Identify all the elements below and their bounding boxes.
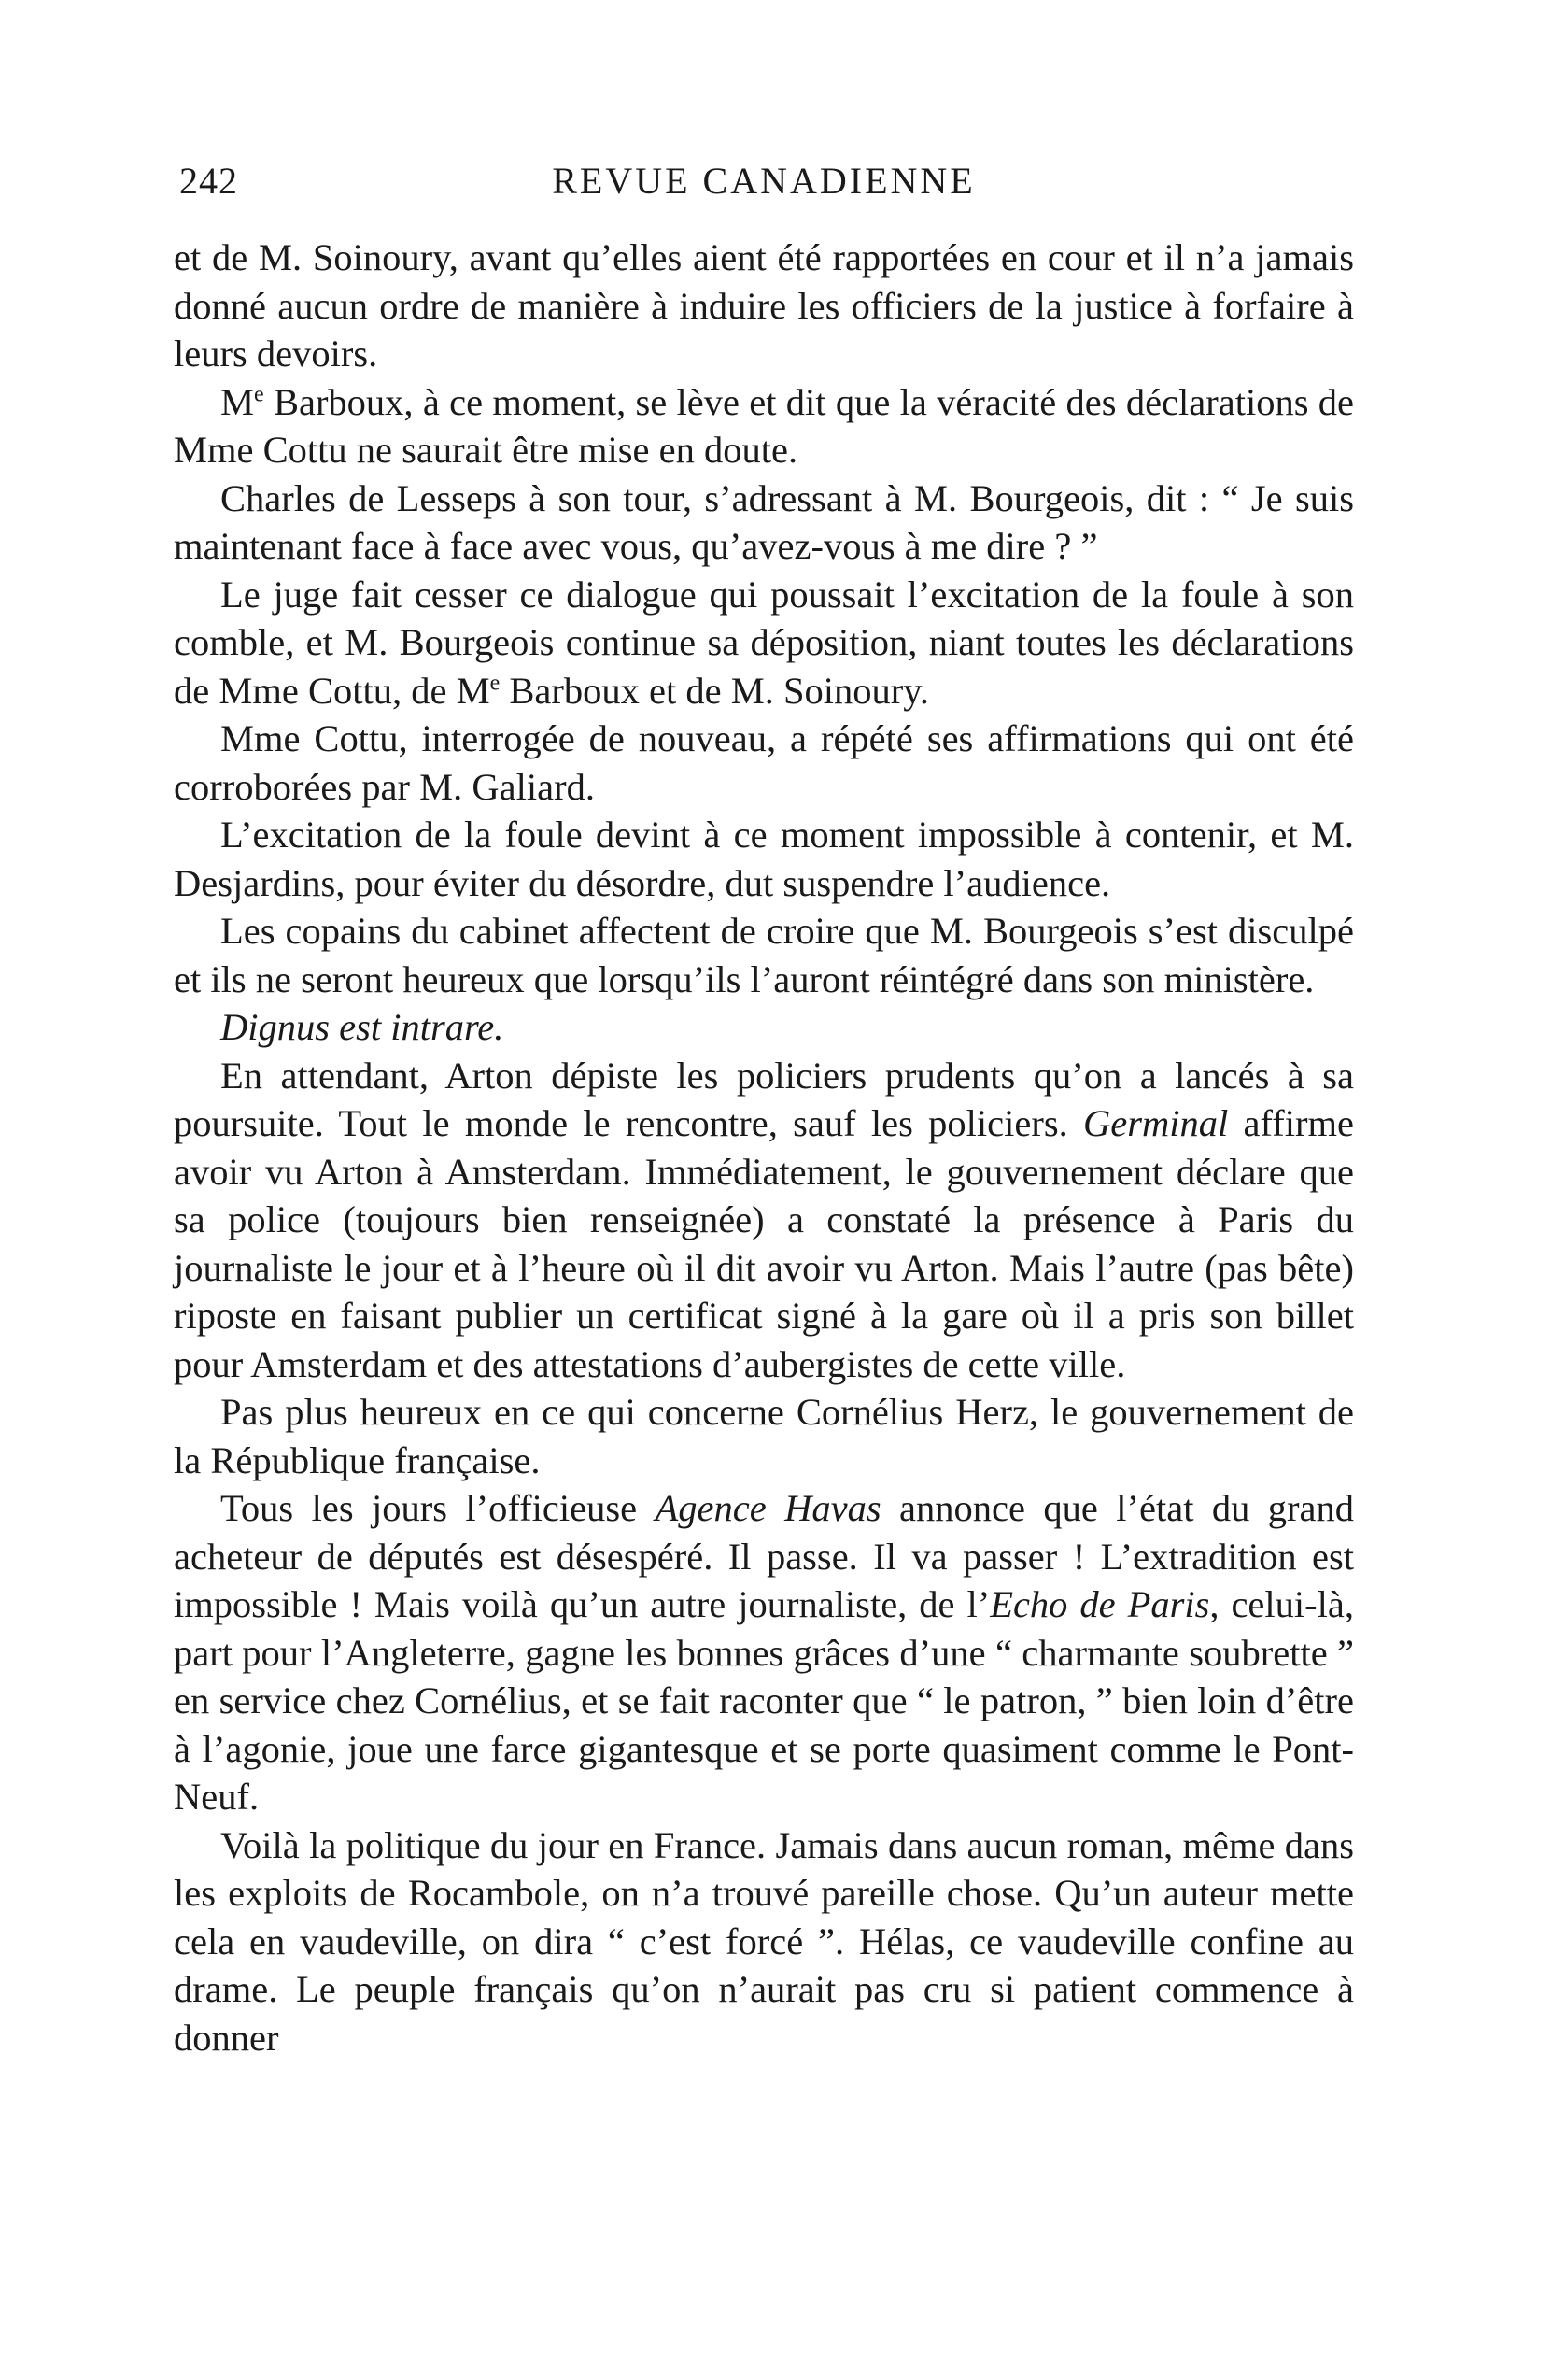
- superscript: e: [489, 671, 501, 695]
- paragraph: [174, 907, 1354, 1003]
- italic-text-run: Echo de Paris: [990, 1583, 1210, 1625]
- paragraph: [174, 571, 1354, 715]
- paragraph: [174, 475, 1354, 571]
- text-run: En attendant, Arton dépiste les policiers prudents qu’on a lancés à sa poursuite. Tout le monde le rencontre, sauf les policiers.: [174, 1054, 1354, 1144]
- paragraph: [174, 1052, 1354, 1389]
- superscript: e: [254, 382, 264, 406]
- text-run: Pas plus heureux en ce qui concerne Cornélius Herz, le gouvernement de la République française.: [174, 1391, 1354, 1481]
- italic-text-run: Germinal: [1083, 1102, 1229, 1144]
- text-run: annonce que l’état du grand acheteur de députés est désespéré. Il passe. Il va passer ! L’extradition est impossible ! Mais voilà qu’un autre journaliste, de l’: [174, 1487, 1354, 1625]
- paragraph: [174, 234, 1354, 378]
- article-body: [174, 234, 1354, 2061]
- paragraph: [174, 1821, 1354, 2062]
- text-run: affirme avoir vu Arton à Amsterdam. Immédiatement, le gouvernement déclare que sa police (toujours bien renseignée) a constaté la présence à Paris du journaliste le jour et à l’heure où il dit avoir vu Arton. Mais l’autre (pas bête) riposte en faisant publier un certificat signé à la gare où il a pris son billet pour Amsterdam et des attestations d’aubergistes de cette ville.: [174, 1102, 1354, 1385]
- paragraph: [174, 715, 1354, 811]
- text-run: Barboux, à ce moment, se lève et dit que la véracité des déclarations de Mme Cottu ne saurait être mise en doute.: [174, 380, 1354, 471]
- text-run: L’excitation de la foule devint à ce moment impossible à contenir, et M. Desjardins, pour éviter du désordre, dut suspendre l’audience.: [174, 814, 1354, 904]
- text-run: et de M. Soinoury, avant qu’elles aient été rapportées en cour et il n’a jamais donné aucun ordre de manière à induire les officiers de la justice à forfaire à leurs devoirs.: [174, 236, 1354, 375]
- paragraph: [174, 1484, 1354, 1821]
- paragraph: [174, 1003, 1354, 1052]
- page-header: [174, 159, 1354, 215]
- text-run: Voilà la politique du jour en France. Jamais dans aucun roman, même dans les exploits de Rocambole, on n’a trouvé pareille chose. Qu’un auteur mette cela en vaudeville, on dira “ c’est forcé ”. Hélas, ce vaudeville confine au drame. Le peuple français qu’on n’aurait pas cru si patient commence à donner: [174, 1823, 1354, 2059]
- running-title: REVUE CANADIENNE: [552, 160, 976, 202]
- paragraph: [174, 811, 1354, 907]
- paragraph: [174, 378, 1354, 475]
- text-run: Le juge fait cesser ce dialogue qui poussait l’excitation de la foule à son comble, et M. Bourgeois continue sa déposition, niant toutes les déclarations de Mme Cottu, de M: [174, 573, 1354, 712]
- text-run: Tous les jours l’officieuse: [220, 1487, 656, 1529]
- text-run: Mme Cottu, interrogée de nouveau, a répété ses affirmations qui ont été corroborées par M. Galiard.: [174, 717, 1354, 808]
- page-number: 242: [179, 160, 238, 202]
- text-run: Barboux et de M. Soinoury.: [500, 669, 929, 712]
- book-page: [174, 159, 1354, 2061]
- paragraph: [174, 1388, 1354, 1484]
- text-run: , celui-là, part pour l’Angleterre, gagne les bonnes grâces d’une “ charmante soubrette ” en service chez Cornélius, et se fait raconter que “ le patron, ” bien loin d’être à l’agonie, joue une farce gigantesque et se porte quasiment comme le Pont-Neuf.: [174, 1583, 1354, 1818]
- text-run: Les copains du cabinet affectent de croire que M. Bourgeois s’est disculpé et ils ne seront heureux que lorsqu’ils l’auront réintégré dans son ministère.: [174, 910, 1354, 1000]
- text-run: Charles de Lesseps à son tour, s’adressant à M. Bourgeois, dit : “ Je suis maintenant face à face avec vous, qu’avez-vous à me dire ? ”: [174, 476, 1354, 567]
- text-run: M: [220, 380, 255, 423]
- italic-text-run: Dignus est intrare.: [220, 1006, 504, 1048]
- italic-text-run: Agence Havas: [655, 1487, 881, 1529]
